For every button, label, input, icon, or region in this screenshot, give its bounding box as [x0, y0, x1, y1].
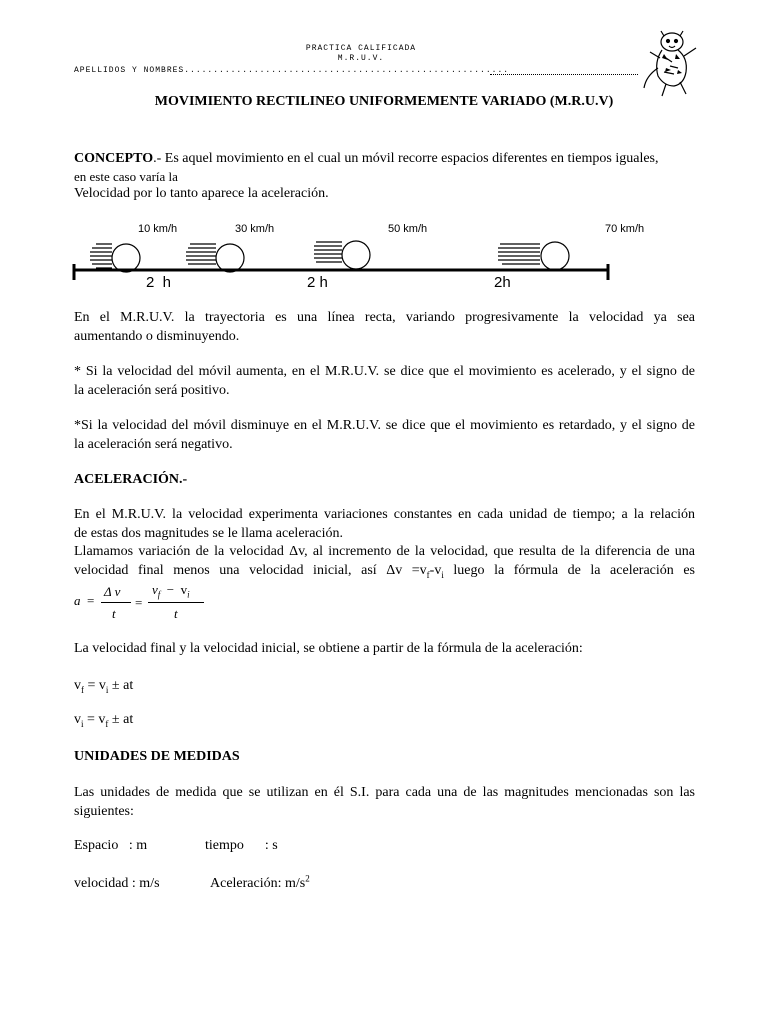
tiger-mascot-icon: [636, 28, 704, 98]
aceleracion-line4: velocidad final menos una velocidad inicial, así $\Delta v =v_f-v_i$ luego la fórmula de la aceleración es: [74, 562, 695, 580]
time-label-2: 2 h: [307, 274, 328, 291]
equation-vi: $v_i = v_f$ ± at: [74, 712, 134, 729]
unidades-heading: UNIDADES DE MEDIDAS: [74, 749, 240, 764]
unidades-body: Las unidades de medida que se utilizan en él S.I. para cada una de las magnitudes mencionadas son las siguientes:: [74, 785, 695, 819]
concepto-block: CONCEPTO.- Es aquel movimiento en el cual un móvil recorre espacios diferentes en tiempos iguales, en este caso varía la Velocidad por lo tanto aparece la aceleración.: [74, 151, 659, 201]
concepto-label: CONCEPTO: [74, 151, 154, 166]
ball-4: [541, 242, 569, 270]
header-line2: M.R.U.V.: [337, 54, 385, 63]
name-line[interactable]: [490, 74, 638, 75]
time-label-3: 2h: [494, 274, 511, 291]
speed-label-1: 10 km/h: [138, 223, 178, 235]
mruv-diagram: [70, 218, 645, 298]
speed-label-4: 70 km/h: [605, 223, 645, 235]
ball-2: [216, 244, 244, 272]
acceleration-formula: a = Δ v t = $v_f - v_i$ t: [74, 580, 224, 624]
equation-vf: $v_f = v_i$ ± at: [74, 678, 134, 695]
formula-vf-minus-vi: $v_f - v_i$: [152, 582, 190, 600]
name-label: APELLIDOS Y NOMBRES........................................................: [74, 66, 510, 75]
speed-label-2: 30 km/h: [235, 223, 275, 235]
paragraph-trayectoria: En el M.R.U.V. la trayectoria es una línea recta, variando progresivamente la velocidad ya sea aumentando o disminuyendo.: [74, 310, 695, 344]
time-label-1: 2 h: [146, 274, 172, 291]
paragraph-retardado: *Si la velocidad del móvil disminuye en el M.R.U.V. se dice que el movimiento es retardado, y el signo de la aceleración será negativo.: [74, 418, 695, 452]
page-title: MOVIMIENTO RECTILINEO UNIFORMEMENTE VARIADO (M.R.U.V): [154, 94, 614, 109]
unit-tiempo: tiempo : s: [205, 838, 278, 853]
final-initial-intro: La velocidad final y la velocidad inicial, se obtiene a partir de la fórmula de la aceleración:: [74, 641, 583, 656]
header-line1: PRACTICA CALIFICADA: [305, 44, 417, 53]
unit-aceleracion: Aceleración: $m/s^2$: [210, 873, 310, 891]
unit-velocidad: velocidad : m/s: [74, 876, 160, 891]
ball-3: [342, 241, 370, 269]
formula-delta-v: Δ v: [104, 584, 121, 599]
ball-1: [112, 244, 140, 272]
paragraph-acelerado: * Si la velocidad del móvil aumenta, en el M.R.U.V. se dice que el movimiento es acelerado, y el signo de la aceleración será positivo.: [74, 364, 695, 398]
aceleracion-heading: ACELERACIÓN.-: [74, 472, 188, 487]
unit-espacio: Espacio : m: [74, 838, 148, 853]
speed-label-3: 50 km/h: [388, 223, 428, 235]
aceleracion-body: En el M.R.U.V. la velocidad experimenta variaciones constantes en cada unidad de tiempo; a la relación de estas dos magnitudes se le llama aceleración. Llamamos variación de la velocidad Δv, al incremento de la velocidad, que resulta de la diferencia de una velocidad final menos una velocidad inicial, así $\Delta v =v_f-v_i$ luego la fórmula de la aceleración es: [74, 507, 695, 580]
